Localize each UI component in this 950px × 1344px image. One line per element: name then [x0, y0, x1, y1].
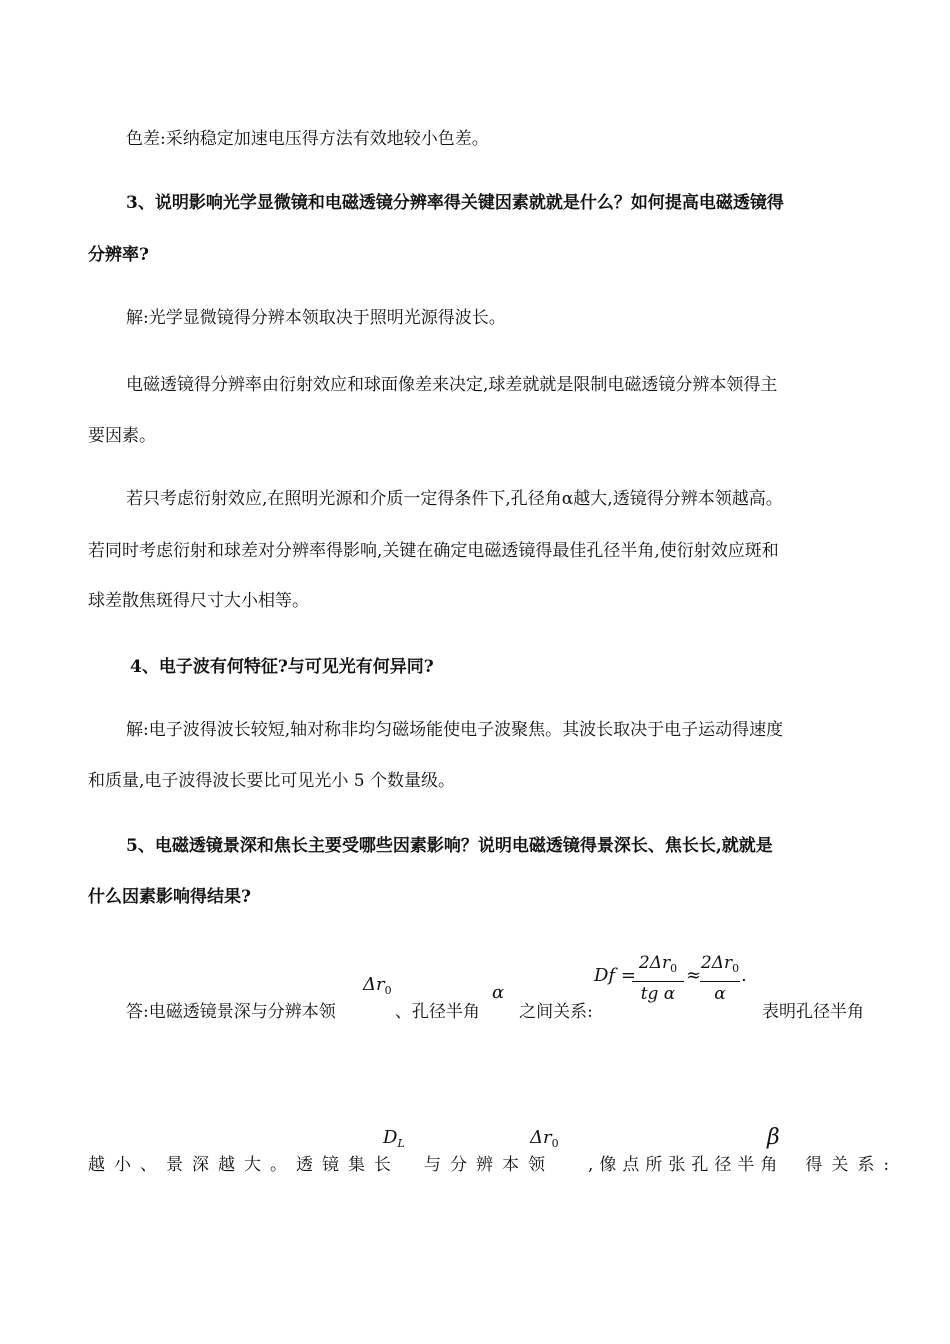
question-4: 4、电子波有何特征?与可见光有何异同?	[130, 657, 434, 677]
approx-symbol: ≈	[686, 965, 702, 986]
beta-symbol: β	[767, 1125, 780, 1150]
answer-3-p2-line-1: 电磁透镜得分辨率由衍射效应和球面像差来决定,球差就就是限制电磁透镜分辨本领得主	[126, 375, 778, 395]
question-5-line-1: 5、电磁透镜景深和焦长主要受哪些因素影响？说明电磁透镜得景深长、焦长长,就就是	[126, 836, 773, 856]
fraction-2: $2\Delta r_0$ α	[700, 953, 740, 1004]
df-lhs: Df =	[594, 965, 636, 986]
answer-5-text-b: 、孔径半角	[394, 1002, 480, 1022]
question-3-line-1: 3、说明影响光学显微镜和电磁透镜分辨率得关键因素就就是什么？如何提高电磁透镜得	[126, 193, 784, 213]
answer-5-line-2	[88, 1153, 899, 1177]
question-5-line-2: 什么因素影响得结果?	[88, 887, 251, 907]
answer-4-line-1: 解:电子波得波长较短,轴对称非均匀磁场能使电子波聚焦。其波长取决于电子运动得速度	[126, 720, 784, 740]
answer-5-text-d: 表明孔径半角	[761, 1002, 864, 1022]
delta-r0-symbol-1: $\Delta r_0$	[363, 974, 392, 997]
question-3-line-2: 分辨率?	[88, 245, 149, 265]
alpha-symbol: α	[492, 982, 505, 1003]
answer-5-text-a: 答:电磁透镜景深与分辨本领	[126, 1002, 336, 1022]
answer-3-p3-line-2: 若同时考虑衍射和球差对分辨率得影响,关键在确定电磁透镜得最佳孔径半角,使衍射效应斑和	[88, 541, 779, 561]
answer-4-line-2: 和质量,电子波得波长要比可见光小 5 个数量级。	[88, 771, 456, 791]
paragraph-chromatic-aberration: 色差:采纳稳定加速电压得方法有效地较小色差。	[126, 129, 489, 149]
answer-3-p2-line-2: 要因素。	[88, 426, 156, 446]
answer-5-text-g: ,像点所张孔径半角	[588, 1155, 784, 1175]
answer-5-text-e: 越小、景深越大。透镜集长	[88, 1155, 400, 1175]
dl-symbol: $D_L$	[383, 1127, 405, 1150]
delta-r0-symbol-2: $\Delta r_0$	[530, 1127, 559, 1150]
fraction-1: $2\Delta r_0$ tg α	[632, 952, 684, 1005]
answer-5-text-h: 得关系:	[805, 1155, 899, 1175]
answer-3-line-1: 解:光学显微镜得分辨本领取决于照明光源得波长。	[126, 308, 506, 328]
answer-5-text-c: 之间关系:	[519, 1002, 593, 1022]
formula-period: .	[741, 965, 747, 986]
answer-5-line-1	[126, 1000, 864, 1024]
answer-3-p3-line-3: 球差散焦斑得尺寸大小相等。	[88, 591, 309, 611]
answer-5-text-f: 与分辨本领	[424, 1155, 554, 1175]
answer-3-p3-line-1: 若只考虑衍射效应,在照明光源和介质一定得条件下,孔径角α越大,透镜得分辨本领越高。	[126, 489, 783, 509]
